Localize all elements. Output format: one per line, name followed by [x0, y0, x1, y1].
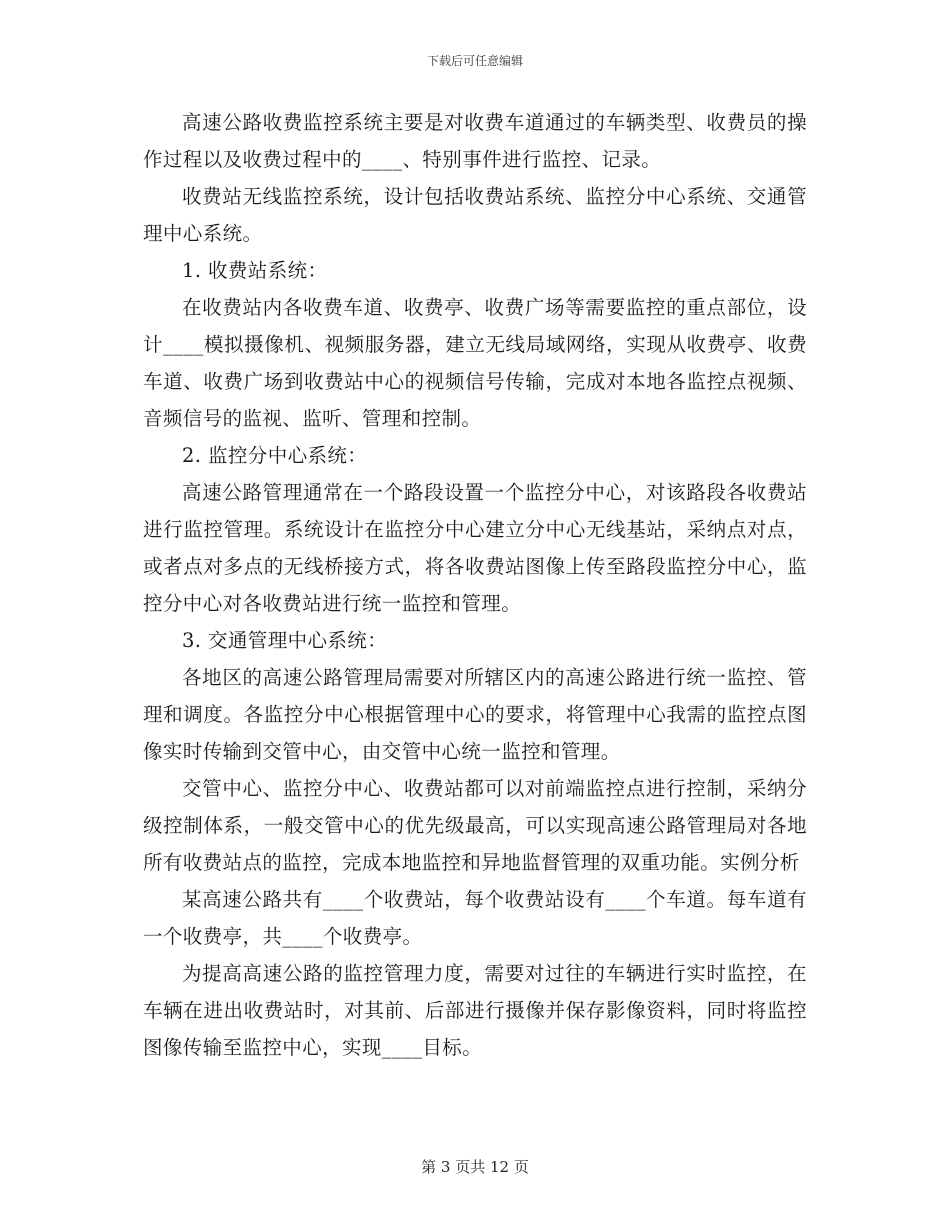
section-heading-toll-station: 1. 收费站系统： — [182, 259, 328, 282]
paragraph-case-stations: 某高速公路共有____个收费站，每个收费站设有____个车道。每车道有一个收费亭，共____个收费亭。 — [143, 888, 807, 948]
paragraph-monitoring-subcenter: 高速公路管理通常在一个路段设置一个监控分中心，对该路段各收费站进行监控管理。系统设计在监控分中心建立分中心无线基站，采纳点对点，或者点对多点的无线桥接方式，将各收费站图像上传至路段监控分中心，监控分中心对各收费站进行统一监控和管理。 — [143, 481, 807, 615]
paragraph-toll-station: 在收费站内各收费车道、收费亭、收费广场等需要监控的重点部位，设计____模拟摄像机、视频服务器，建立无线局域网络，实现从收费亭、收费车道、收费广场到收费站中心的视频信号传输，完成对本地各监控点视频、音频信号的监视、监听、管理和控制。 — [143, 296, 807, 430]
paragraph-intro: 高速公路收费监控系统主要是对收费车道通过的车辆类型、收费员的操作过程以及收费过程中的____、特别事件进行监控、记录。 — [143, 111, 807, 171]
paragraph-hierarchical-control: 交管中心、监控分中心、收费站都可以对前端监控点进行控制，采纳分级控制体系，一般交管中心的优先级最高，可以实现高速公路管理局对各地所有收费站点的监控，完成本地监控和异地监督管理的双重功能。实例分析 — [143, 777, 807, 874]
page-number: 第 3 页共 12 页 — [421, 1158, 529, 1176]
paragraph-traffic-center: 各地区的高速公路管理局需要对所辖区内的高速公路进行统一监控、管理和调度。各监控分中心根据管理中心的要求，将管理中心我需的监控点图像实时传输到交管中心，由交管中心统一监控和管理。 — [143, 666, 807, 763]
section-heading-monitoring-subcenter: 2. 监控分中心系统： — [182, 444, 368, 467]
page-header: 下载后可任意编辑 — [426, 54, 523, 68]
section-heading-traffic-center: 3. 交通管理中心系统： — [182, 629, 388, 652]
document-body — [143, 104, 807, 1066]
paragraph-system-overview: 收费站无线监控系统，设计包括收费站系统、监控分中心系统、交通管理中心系统。 — [143, 185, 807, 245]
paragraph-case-goal: 为提高高速公路的监控管理力度，需要对过往的车辆进行实时监控，在车辆在进出收费站时，对其前、后部进行摄像并保存影像资料，同时将监控图像传输至监控中心，实现____目标。 — [143, 962, 807, 1059]
